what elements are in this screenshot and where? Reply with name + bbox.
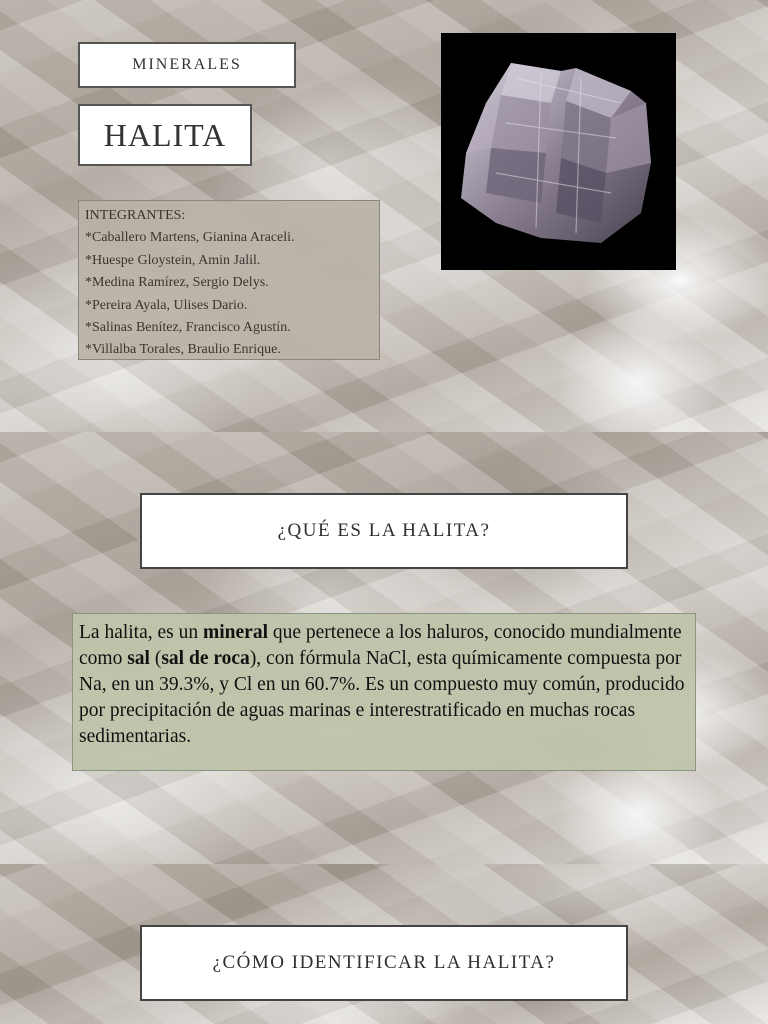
description-bold: sal de roca (161, 648, 250, 669)
halite-crystal-photo (441, 33, 676, 270)
description-text: ( (149, 648, 162, 669)
slide-title (0, 0, 768, 432)
member-item: *Pereira Ayala, Ulises Dario. (85, 297, 248, 313)
members-heading: INTEGRANTES: (85, 208, 186, 223)
description-text: ), con fórmula NaCl, esta químicamente compuesta por Na, en un 39.3%, y Cl en un 60.7%. Es un compuesto muy común, producido por precipitación de aguas marinas e interestratificado en muchas rocas sedimentarias. (79, 648, 685, 747)
description-text: La halita, es un (79, 622, 203, 643)
members-box (78, 200, 380, 360)
description-bold: mineral (203, 622, 268, 643)
description-text: que pertenece a los haluros, conocido mundialmente como (79, 622, 682, 669)
slide-what-is (0, 432, 768, 864)
slide-how-identify (0, 864, 768, 1024)
description-bold: sal (127, 648, 150, 669)
member-item: *Villalba Torales, Braulio Enrique. (85, 342, 281, 358)
member-item: *Medina Ramírez, Sergio Delys. (85, 275, 269, 291)
page-title: HALITA (78, 104, 252, 166)
member-item: *Huespe Gloystein, Amin Jalil. (85, 252, 261, 268)
section-title: ¿CÓMO IDENTIFICAR LA HALITA? (140, 925, 628, 1001)
member-item: *Salinas Benítez, Francisco Agustín. (85, 320, 291, 336)
category-label: MINERALES (78, 42, 296, 88)
section-title: ¿QUÉ ES LA HALITA? (140, 493, 628, 569)
member-item: *Caballero Martens, Gianina Araceli. (85, 230, 295, 246)
description-box (72, 613, 696, 771)
